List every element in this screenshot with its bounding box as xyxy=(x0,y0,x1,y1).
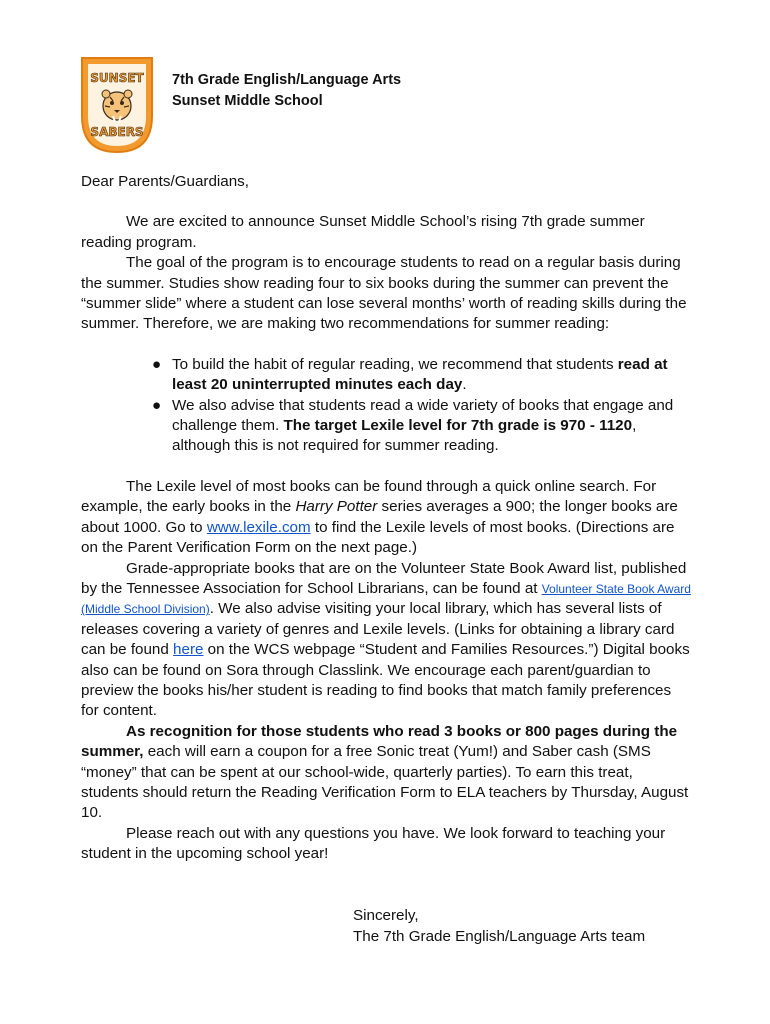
closing-team: The 7th Grade English/Language Arts team xyxy=(353,928,646,945)
paragraph-book-award: Grade-appropriate books that are on the Volunteer State Book Award list, published by the Tennessee Association for School Librarians, can be found at Volunteer State Book Award (Middle School Division). We also advise visiting your local library, which has several lists of releases covering a variety of genres and Lexile levels. (Links for obtaining a library card can be found here on the WCS webpage “Student and Families Resources.”) Digital books also can be found on Sora through Classlink. We encourage each parent/guardian to preview the books his/her student is reading to find books that match family preferences for content. xyxy=(81,559,691,720)
header-line-1: 7th Grade English/Language Arts xyxy=(172,72,402,88)
closing-sincerely: Sincerely, xyxy=(353,907,419,924)
bullet-icon: ● xyxy=(152,355,162,373)
paragraph-recognition: As recognition for those students who read 3 books or 800 pages during the summer, each will earn a coupon for a free Sonic treat (Yum!) and Saber cash (SMS “money” that can be spent at our school-wide, quarterly parties). To earn this treat, students should return the Reading Verification Form to ELA teachers by Thursday, August 10. xyxy=(81,722,689,822)
logo-top-text: SUNSET xyxy=(90,71,144,85)
lexile-link[interactable]: www.lexile.com xyxy=(206,518,311,536)
list-item: ● We also advise that students read a wide variety of books that engage and challenge them. The target Lexile level for 7th grade is 970 - 1120, although this is not required for summer reading. xyxy=(152,396,674,455)
letter-body xyxy=(81,172,691,865)
header-line-2: Sunset Middle School xyxy=(172,93,323,109)
recommendation-list xyxy=(81,355,691,457)
paragraph-announcement: We are excited to announce Sunset Middle School’s rising 7th grade summer reading program. xyxy=(81,213,645,251)
signature-block xyxy=(353,905,645,947)
list-item: ● To build the habit of regular reading, we recommend that students read at least 20 uninterrupted minutes each day. xyxy=(152,355,668,394)
volunteer-state-book-award-link[interactable]: Volunteer State Book Award (Middle School Division) xyxy=(81,581,691,617)
logo-bottom-text: SABERS xyxy=(90,125,144,139)
paragraph-closing-note: Please reach out with any questions you have. We look forward to teaching your student in the upcoming school year! xyxy=(81,824,666,863)
letter-header xyxy=(172,70,401,112)
salutation: Dear Parents/Guardians, xyxy=(81,173,249,190)
library-card-here-link[interactable]: here xyxy=(173,641,204,659)
paragraph-goal: The goal of the program is to encourage students to read on a regular basis during the summer. Studies show reading four to six books during the summer can prevent the “summer slide” where a student can lose several months’ worth of reading skills during the summer. Therefore, we are making two recommendations for summer reading: xyxy=(81,254,687,333)
paragraph-lexile: The Lexile level of most books can be found through a quick online search. For example, the early books in the Harry Potter series averages a 900; the longer books are about 1000. Go to www.lexile.com to find the Lexile levels of most books. (Directions are on the Parent Verification Form on the next page.) xyxy=(81,477,678,557)
bullet-icon: ● xyxy=(152,396,162,414)
sunset-sabers-logo xyxy=(80,56,154,154)
